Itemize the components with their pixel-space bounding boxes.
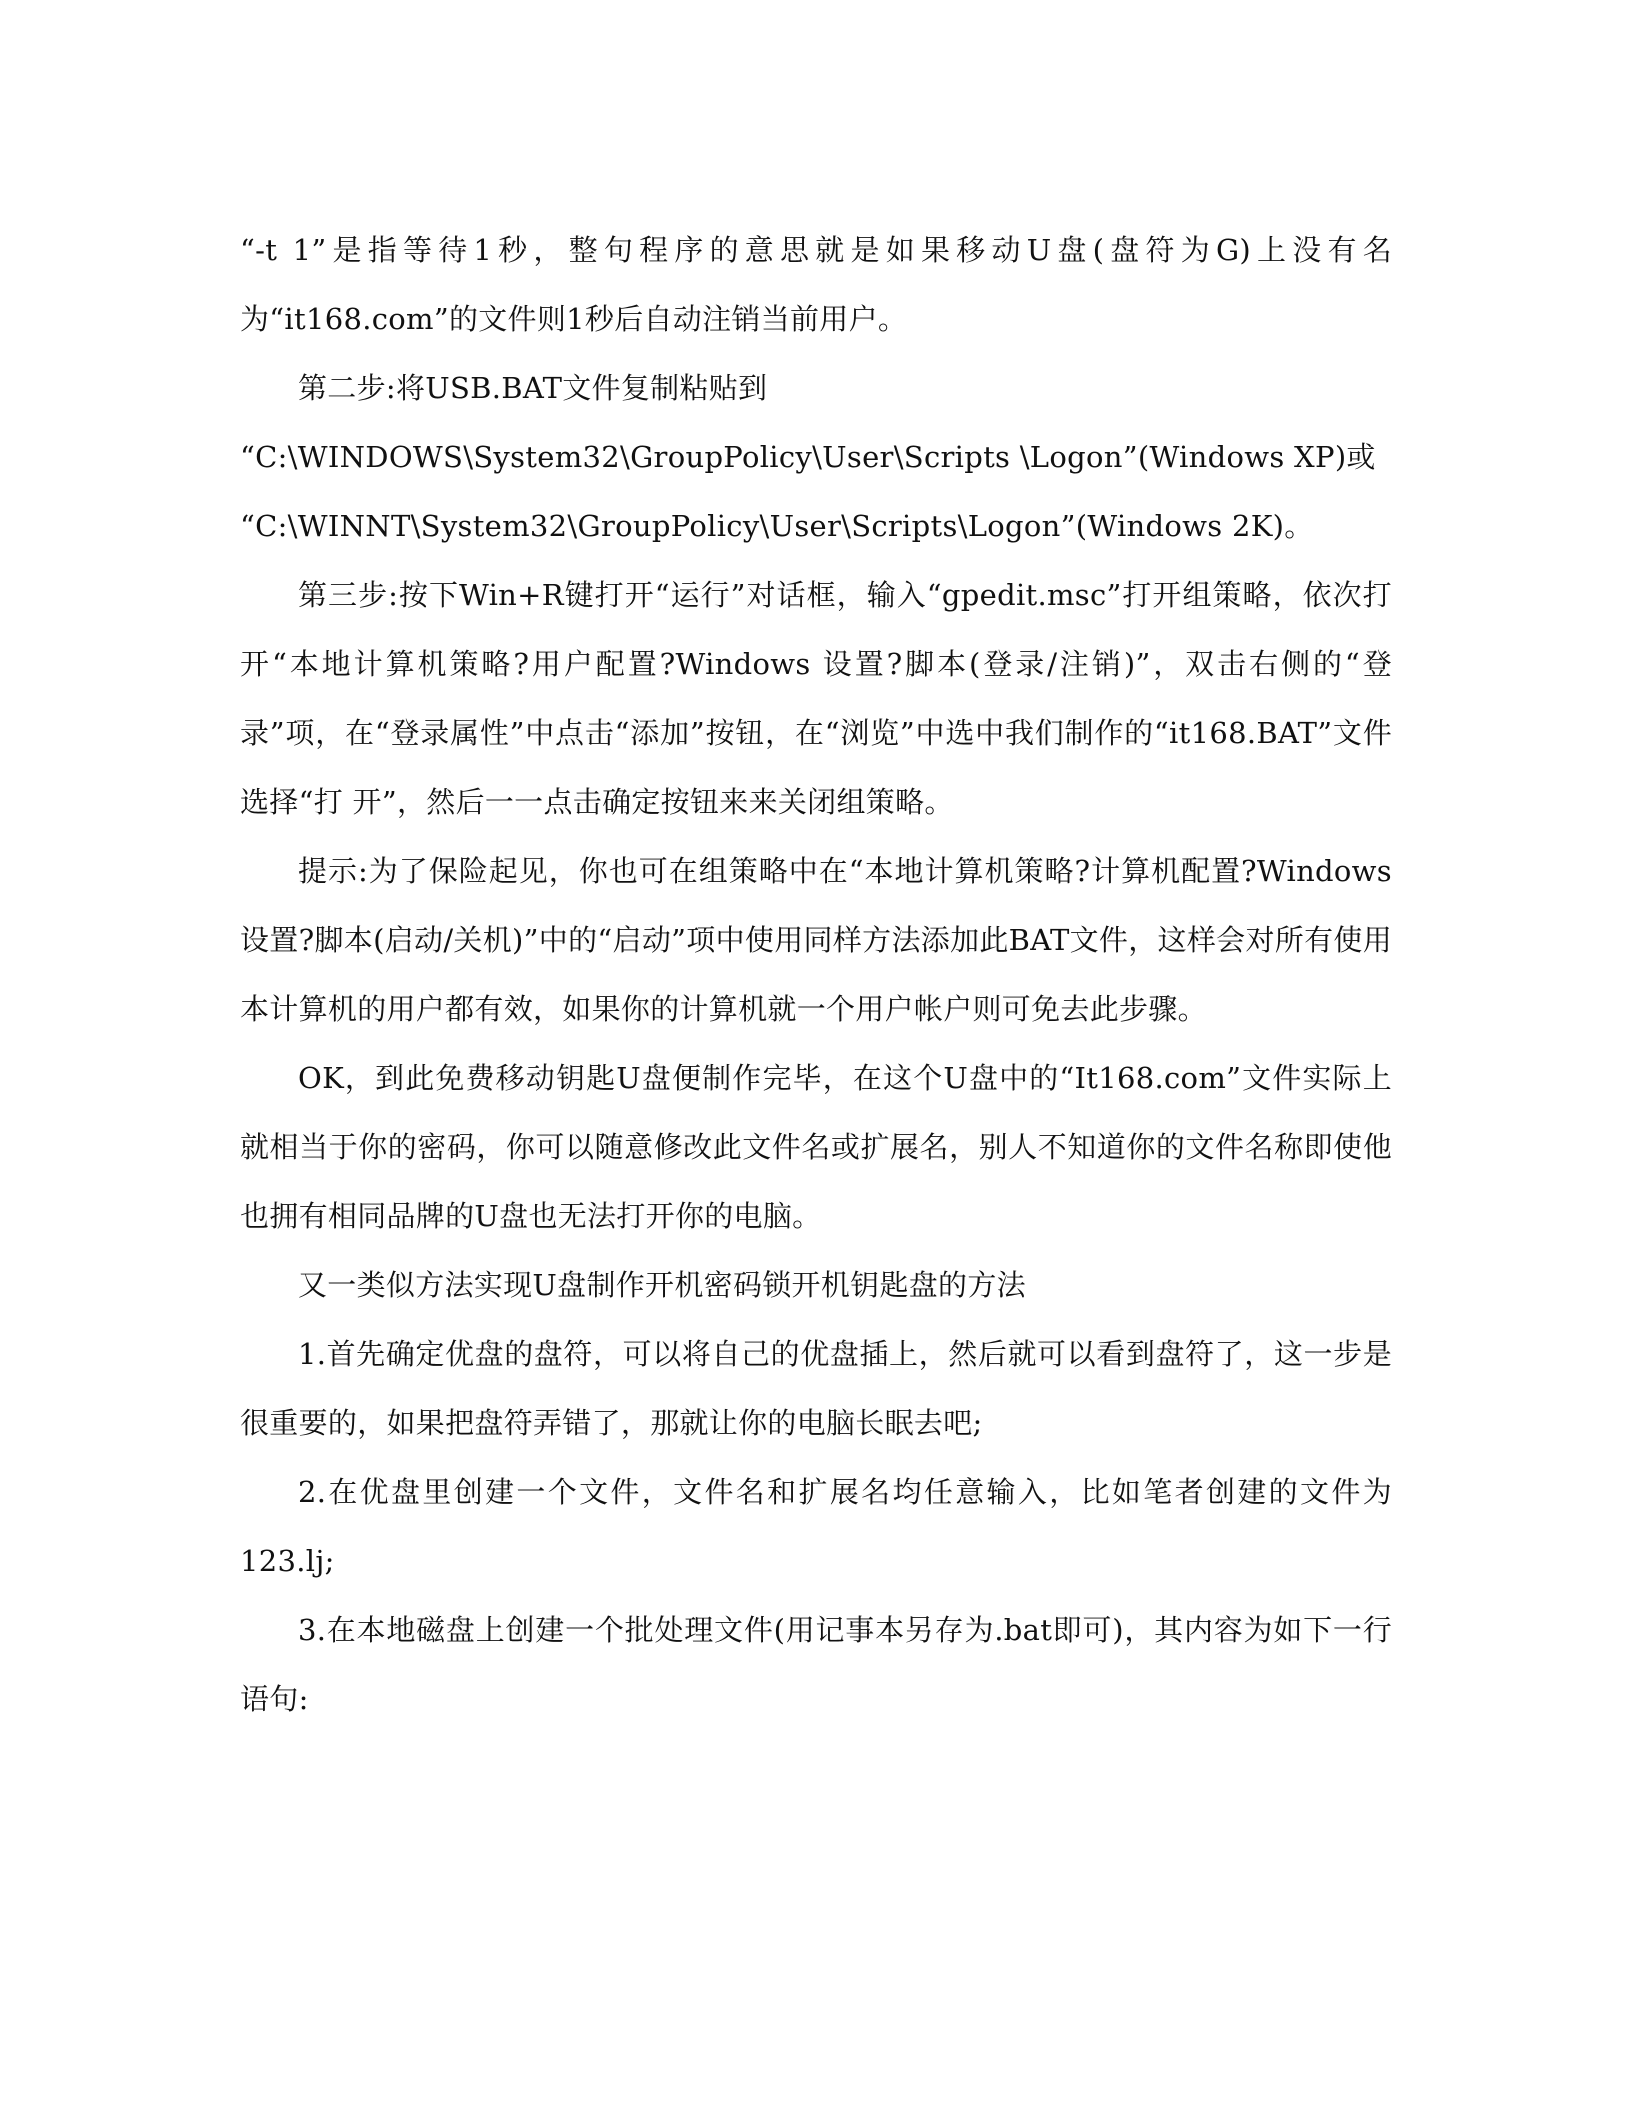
paragraph-step-two: 第二步:将USB.BAT文件复制粘贴到 — [298, 371, 768, 405]
paragraph-alt-method-heading: 又一类似方法实现U盘制作开机密码锁开机钥匙盘的方法 — [298, 1268, 1026, 1302]
paragraph-item-1: 1.首先确定优盘的盘符，可以将自己的优盘插上，然后就可以看到盘符了，这一步是很重要的，如果把盘符弄错了，那就让你的电脑长眠去吧; — [240, 1337, 1392, 1440]
paragraph-tip: 提示:为了保险起见，你也可在组策略中在“本地计算机策略?计算机配置?Windows设置?脚本(启动/关机)”中的“启动”项中使用同样方法添加此BAT文件，这样会对所有使用本计算机的用户都有效，如果你的计算机就一个用户帐户则可免去此步骤。 — [240, 854, 1392, 1026]
paragraph-item-2: 2.在优盘里创建一个文件，文件名和扩展名均任意输入，比如笔者创建的文件为123.lj; — [240, 1475, 1392, 1578]
document-body — [240, 216, 1392, 1734]
paragraph-wait-explanation: “-t 1”是指等待1秒，整句程序的意思就是如果移动U盘(盘符为G)上没有名为“it168.com”的文件则1秒后自动注销当前用户。 — [240, 233, 1392, 336]
paragraph-item-3: 3.在本地磁盘上创建一个批处理文件(用记事本另存为.bat即可)，其内容为如下一行语句: — [240, 1613, 1392, 1716]
paragraph-step-three: 第三步:按下Win+R键打开“运行”对话框，输入“gpedit.msc”打开组策略，依次打开“本地计算机策略?用户配置?Windows 设置?脚本(登录/注销)”，双击右侧的“登录”项，在“登录属性”中点击“添加”按钮，在“浏览”中选中我们制作的“it168.BAT”文件选择“打 开”，然后一一点击确定按钮来来关闭组策略。 — [240, 578, 1392, 819]
paragraph-ok-summary: OK，到此免费移动钥匙U盘便制作完毕，在这个U盘中的“It168.com”文件实际上就相当于你的密码，你可以随意修改此文件名或扩展名，别人不知道你的文件名称即使他也拥有相同品牌的U盘也无法打开你的电脑。 — [240, 1061, 1392, 1233]
paragraph-path-2k: “C:\WINNT\System32\GroupPolicy\User\Scripts\Logon”(Windows 2K)。 — [240, 509, 1314, 543]
paragraph-path-xp: “C:\WINDOWS\System32\GroupPolicy\User\Scripts \Logon”(Windows XP)或 — [240, 440, 1376, 474]
